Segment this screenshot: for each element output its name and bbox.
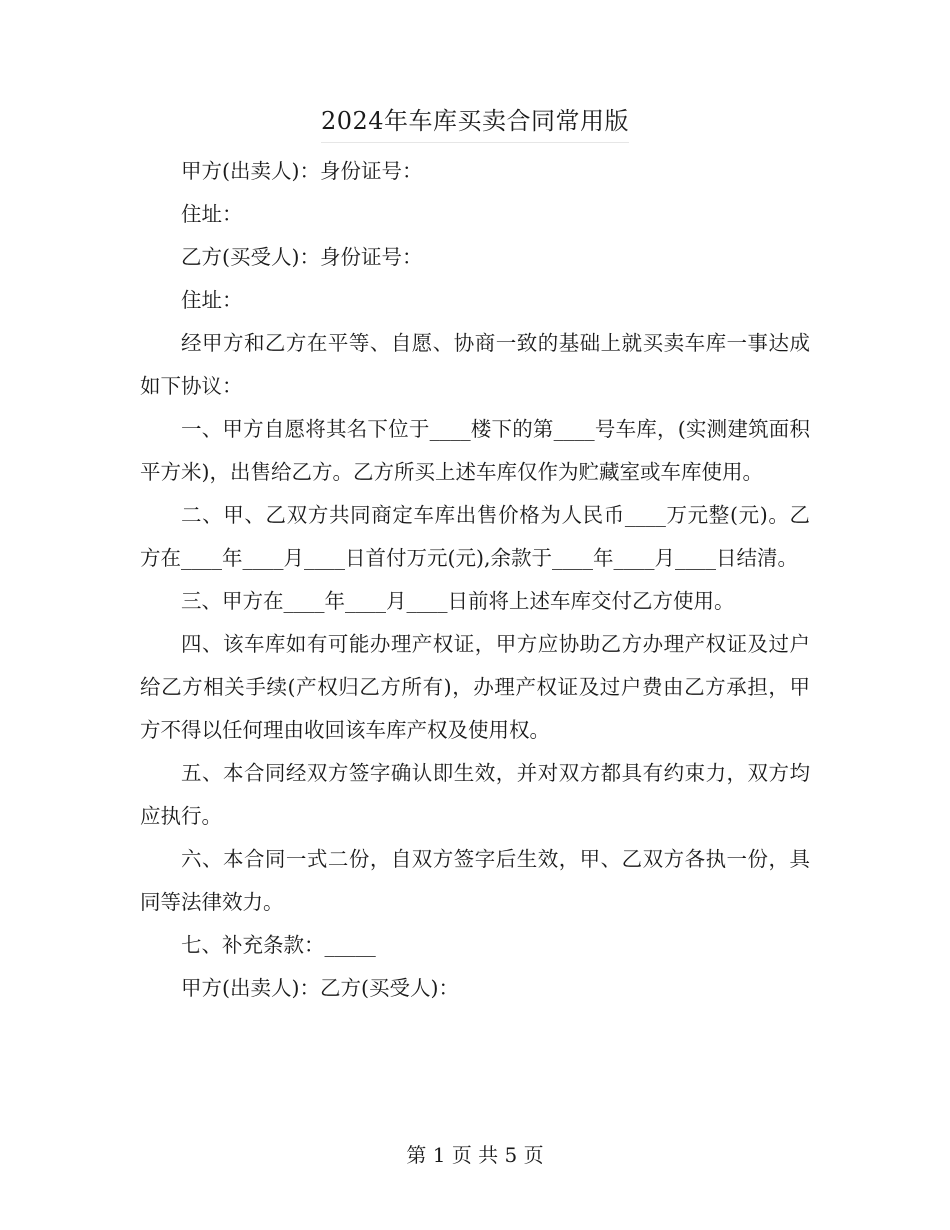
clause-4: 四、该车库如有可能办理产权证，甲方应协助乙方办理产权证及过户给乙方相关手续(产权归乙方所有)，办理产权证及过户费由乙方承担，甲方不得以任何理由收回该车库产权及使用权。 — [140, 632, 810, 742]
title-area — [0, 104, 950, 143]
party-b-line: 乙方(买受人)：身份证号： — [181, 245, 423, 269]
party-b-address: 住址： — [181, 288, 243, 312]
document-body — [140, 150, 810, 1010]
page-footer: 第 1 页 共 5 页 — [406, 1143, 544, 1167]
clause-7: 七、补充条款：_____ — [181, 933, 376, 957]
party-a-line: 甲方(出卖人)：身份证号： — [181, 159, 423, 183]
agreement-intro: 经甲方和乙方在平等、自愿、协商一致的基础上就买卖车库一事达成如下协议： — [140, 331, 810, 398]
clause-2: 二、甲、乙双方共同商定车库出售价格为人民币____万元整(元)。乙方在____年____月____日首付万元(元),余款于____年____月____日结清。 — [140, 503, 810, 570]
party-a-address: 住址： — [181, 202, 243, 226]
signature-line: 甲方(出卖人)：乙方(买受人)： — [181, 976, 459, 1000]
clause-5: 五、本合同经双方签字确认即生效，并对双方都具有约束力，双方均应执行。 — [140, 761, 810, 828]
clause-6: 六、本合同一式二份，自双方签字后生效，甲、乙双方各执一份，具同等法律效力。 — [140, 847, 810, 914]
document-title: 2024年车库买卖合同常用版 — [321, 104, 629, 143]
clause-1: 一、甲方自愿将其名下位于____楼下的第____号车库，(实测建筑面积平方米)，出售给乙方。乙方所买上述车库仅作为贮藏室或车库使用。 — [140, 417, 810, 484]
clause-3: 三、甲方在____年____月____日前将上述车库交付乙方使用。 — [181, 589, 735, 613]
